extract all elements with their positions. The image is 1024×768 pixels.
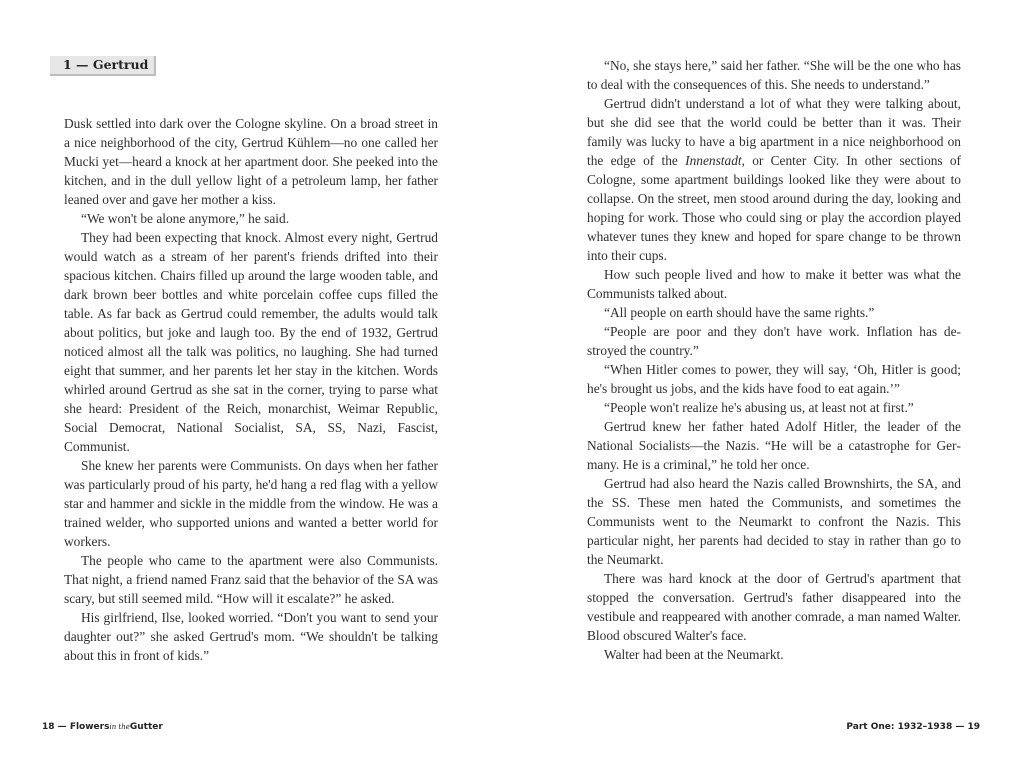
paragraph: Gertrud had also heard the Nazis called Brownshirts, the SA, and the SS. These men hated the Communists, and sometimes the Communists went to the Neumarkt to confront the Nazis. This particular night, her parents had decided to stay in rather than go to the Neumarkt. <box>587 476 961 567</box>
paragraph: They had been expecting that knock. Almost every night, Gertrud would watch as a stream of her parent's friends drifted into their spacious kitchen. Chairs filled up around the large wooden table, and dark brown beer bottles and white porcelain coffee cups filled the table. As far back as Gertrud could remember, the adults would talk about politics, but joke and laugh too. By the end of 1932, Gertrud noticed almost all the talk was politics, no laughing. She had turned eight that summer, and her parents let her stay in the kitchen. Words whirled around Gertrud as she sat in the corner, trying to parse what she heard: President of the Reich, monarchist, Weimar Republic, Social Democrat, National Socialist, SA, SS, Nazi, Fascist, Communist. <box>64 230 438 454</box>
paragraph: Gertrud knew her father hated Adolf Hitler, the leader of the National Socialists—the Nazis. “He will be a catastrophe for Germany. He is a criminal,” he told her once. <box>587 419 961 472</box>
paragraph: The people who came to the apartment were also Communists. That night, a friend named Franz said that the behavior of the SA was scary, but still seemed mild. “How will it escalate?” he asked. <box>64 553 438 606</box>
right-page-footer: Part One: 1932–1938 — 19 <box>846 722 980 732</box>
book-title-part: Gutter <box>129 722 163 732</box>
paragraph: His girlfriend, Ilse, looked worried. “Don't you want to send your daughter out?” she asked Gertrud's mom. “We shouldn't be talking about this in front of kids.” <box>64 610 438 663</box>
paragraph: “When Hitler comes to power, they will say, ‘Oh, Hitler is good; he's brought us jobs, and the kids have food to eat again.’” <box>587 362 961 396</box>
paragraph: Dusk settled into dark over the Cologne skyline. On a broad street in a nice neighborhood of the city, Gertrud Kühlem—no one called her Mucki yet—heard a knock at her apartment door. She peeked into the kitchen, and in the dull yellow light of a petroleum lamp, her father leaned over and gave her mother a kiss. <box>64 116 438 207</box>
chapter-heading: 1 — Gertrud <box>50 56 156 76</box>
page-number: 18 <box>42 722 55 732</box>
book-title-small-word: in the <box>109 723 130 731</box>
paragraph: “We won't be alone anymore,” he said. <box>81 211 290 226</box>
paragraph: “No, she stays here,” said her father. “She will be the one who has to deal with the consequences of this. She needs to understand.” <box>587 58 961 92</box>
paragraph: Walter had been at the Neumarkt. <box>604 647 784 662</box>
book-title-part: Flowers <box>69 722 110 732</box>
paragraph: “People won't realize he's abusing us, at least not at first.” <box>604 400 914 415</box>
right-page <box>512 0 1024 768</box>
left-page-footer <box>42 722 163 732</box>
right-page-body <box>587 56 961 664</box>
left-page-body <box>64 114 438 665</box>
paragraph: “All people on earth should have the same rights.” <box>604 305 875 320</box>
paragraph: She knew her parents were Communists. On days when her father was particularly proud of his party, he'd hang a red flag with a yellow star and hammer and sickle in the middle from the window. He was a trained welder, who supported unions and wanted a better world for workers. <box>64 458 438 549</box>
paragraph: How such people lived and how to make it better was what the Communists talked about. <box>587 267 961 301</box>
paragraph: Gertrud didn't understand a lot of what they were talking about, but she did see that the world could be better than it was. Their family was lucky to have a big apartment in a nice neighborhood on the edge of the Innenstadt, or Center City. In other sections of Cologne, some apartment buildings looked like they were about to collapse. On the street, men stood around during the day, looking and hoping for work. Those who could sing or play the accordion played whatever tunes they knew and hoped for spare change to be thrown into their cups. <box>587 96 962 263</box>
footer-separator: — <box>57 722 67 732</box>
italic-term: Innenstadt <box>685 153 742 168</box>
paragraph: “People are poor and they don't have work. Inflation has destroyed the country.” <box>587 324 961 358</box>
paragraph: There was hard knock at the door of Gertrud's apartment that stopped the conversation. Gertrud's father disappeared into the vestibule and reappeared with another comrade, a man named Walter. Blood obscured Walter's face. <box>587 571 961 643</box>
